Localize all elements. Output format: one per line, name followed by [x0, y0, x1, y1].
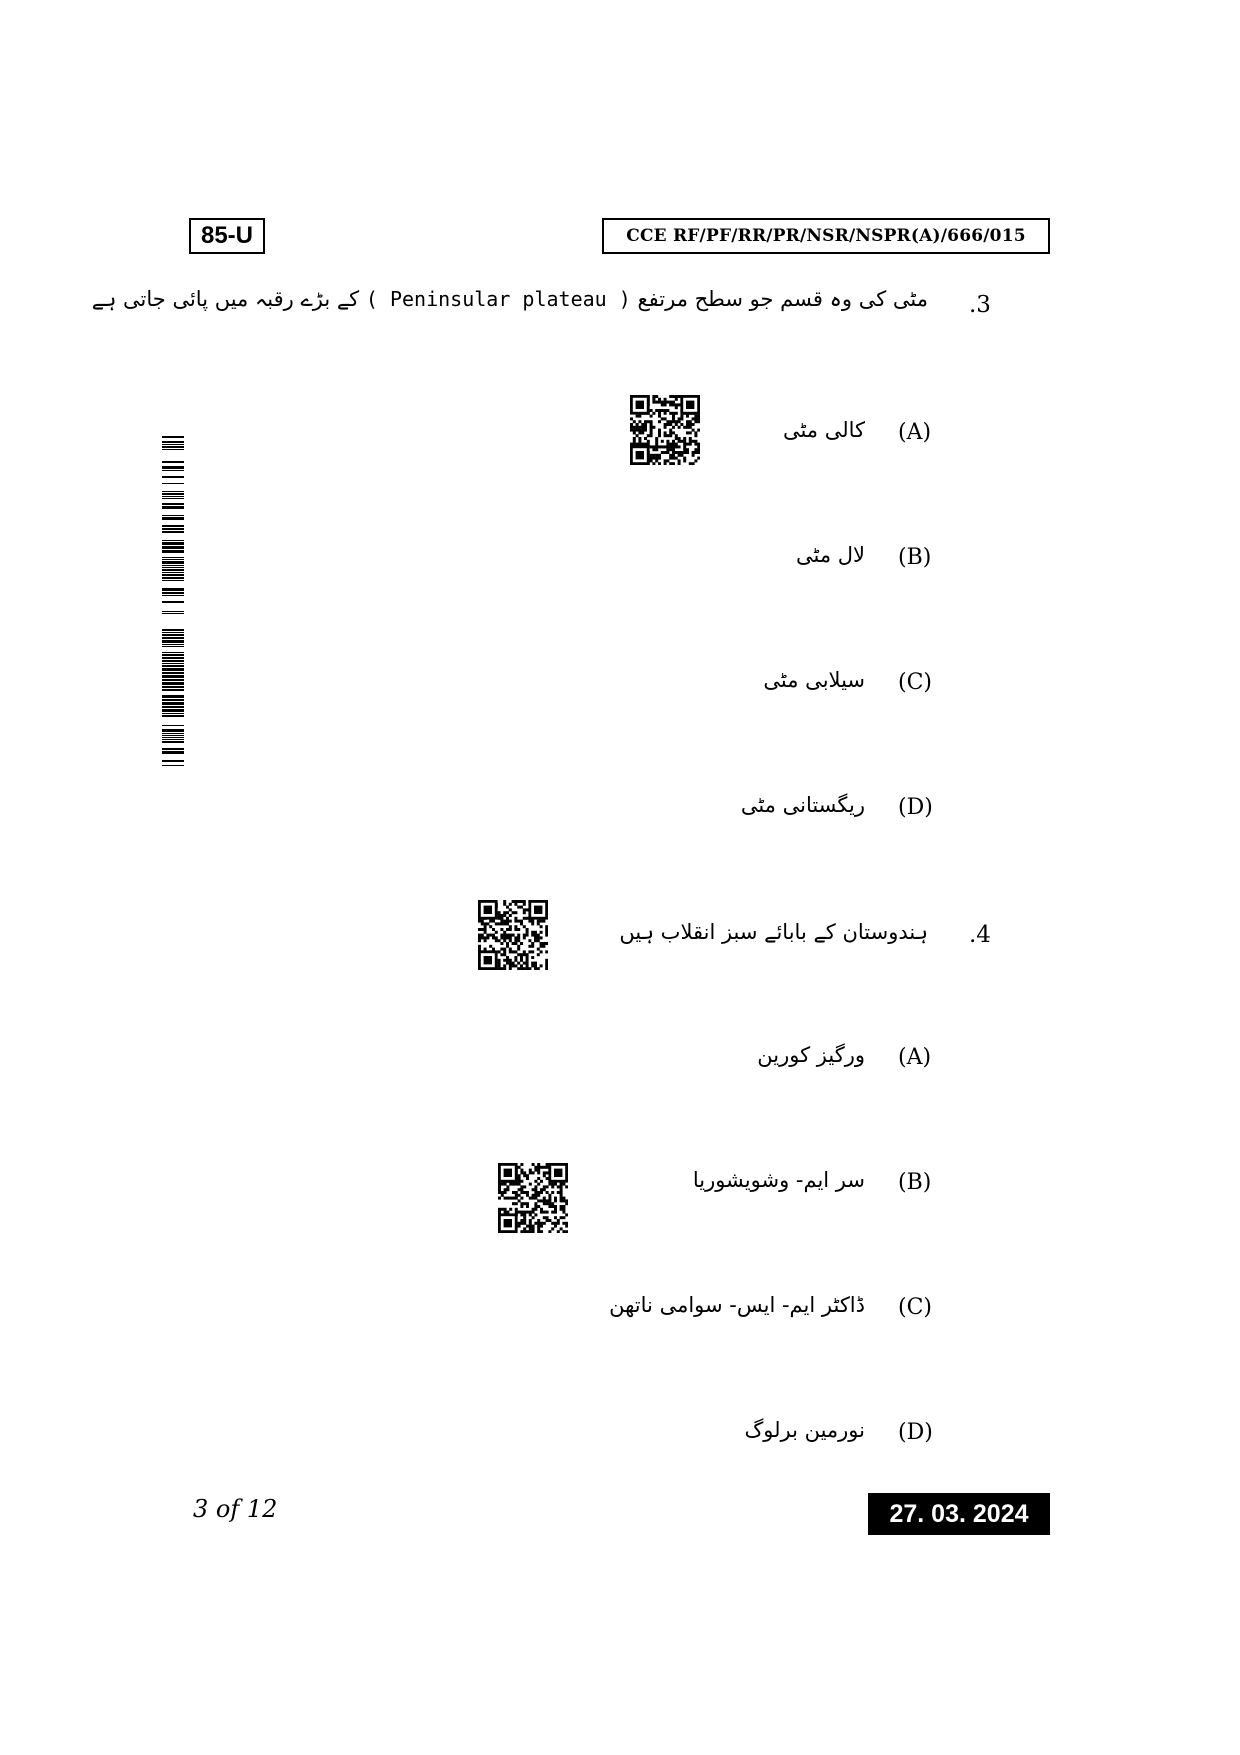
exam-date: 27. 03. 2024 — [868, 1493, 1050, 1535]
option-label: (D) — [898, 795, 933, 820]
question-4-number: .4 — [969, 922, 991, 948]
question-3-number: .3 — [969, 292, 991, 318]
option-label: (A) — [898, 1045, 932, 1070]
option-label: (C) — [898, 670, 932, 695]
option-text: کالی مٹی — [782, 418, 865, 442]
paper-code-box: 85-U — [189, 218, 265, 254]
qr-code-icon — [478, 900, 548, 970]
question-3-text-english: ( Peninsular plateau ) — [365, 287, 631, 311]
barcode-icon — [162, 436, 184, 766]
option-label: (C) — [898, 1295, 932, 1320]
option-label: (A) — [898, 420, 932, 445]
option-text: نورمین برلوگ — [744, 1418, 865, 1442]
reference-code-box: CCE RF/PF/RR/PR/NSR/NSPR(A)/666/015 — [602, 218, 1050, 254]
option-label: (D) — [898, 1420, 933, 1445]
option-label: (B) — [898, 1170, 932, 1195]
option-text: سیلابی مٹی — [763, 668, 865, 692]
option-text: سر ایم- وشویشوریا — [692, 1168, 865, 1192]
question-4-text: ہندوستان کے بابائے سبز انقلاب ہیں — [619, 920, 928, 944]
option-text: لال مٹی — [796, 543, 865, 567]
page-number: 3 of 12 — [193, 1495, 278, 1523]
question-3-text-before: مٹی کی وہ قسم جو سطح مرتفع — [637, 287, 928, 311]
qr-code-icon — [498, 1163, 568, 1233]
option-text: ورگیز کورین — [757, 1043, 865, 1067]
question-3-text — [92, 287, 928, 311]
question-3-text-after: کے بڑے رقبہ میں پائی جاتی ہے — [91, 287, 360, 311]
qr-code-icon — [630, 395, 700, 465]
option-label: (B) — [898, 545, 932, 570]
option-text: ریگستانی مٹی — [740, 793, 865, 817]
option-text: ڈاکٹر ایم- ایس- سوامی ناتھن — [609, 1293, 865, 1317]
